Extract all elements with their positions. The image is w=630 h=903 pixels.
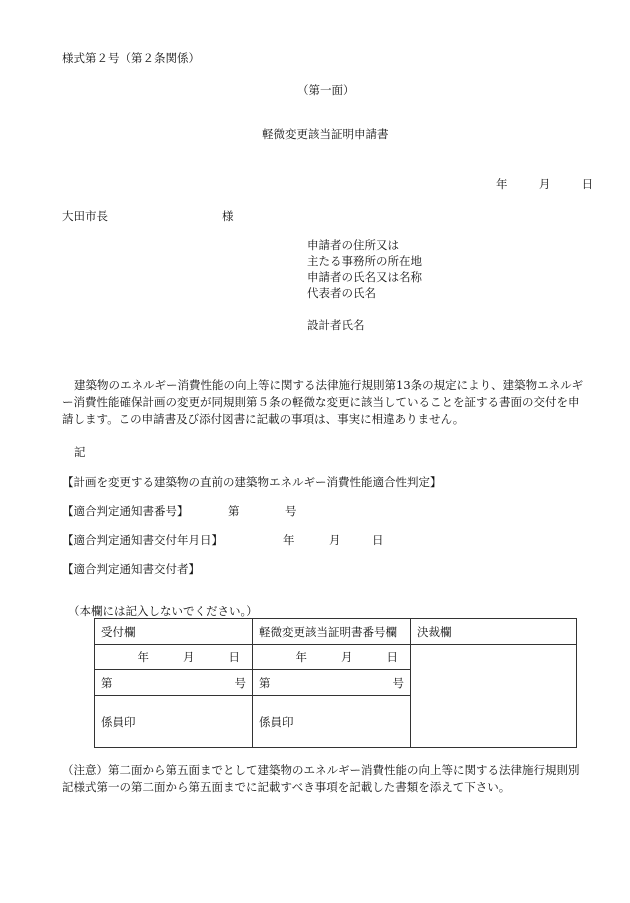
date-day: 日	[581, 177, 594, 191]
body-text: 建築物のエネルギー消費性能の向上等に関する法律施行規則第13条の規定により、建築物エネルギー消費性能確保計画の変更が同規則第５条の軽微な変更に該当していることを証する書面の交付を申請します。この申請書及び添付図書に記載の事項は、事実に相違ありません。	[62, 378, 584, 426]
addressee-honorific: 様	[222, 209, 234, 223]
reception-number: 第 号	[95, 670, 253, 696]
approval-header: 決裁欄	[411, 619, 577, 645]
form-title: 軽微変更該当証明申請書	[262, 127, 389, 141]
date-month: 月	[538, 177, 551, 191]
certificate-number: 第 号	[253, 670, 411, 696]
office-use-note: （本欄には記入しないでください。）	[68, 604, 258, 618]
date-line	[496, 176, 593, 192]
applicant-address-line2: 主たる事務所の所在地	[307, 254, 422, 268]
notice-number-dai: 第	[228, 504, 240, 518]
applicant-name: 申請者の氏名又は名称	[307, 270, 422, 284]
footnote: （注意）第二面から第五面までとして建築物のエネルギー消費性能の向上等に関する法律施行規則別記様式第一の第二面から第五面までに記載すべき事項を記載した書類を添えて下さい。	[62, 763, 580, 794]
reception-staff-seal: 係員印	[95, 696, 253, 748]
plan-change-heading: 【計画を変更する建築物の直前の建築物エネルギー消費性能適合性判定】	[62, 475, 442, 489]
certificate-staff-seal: 係員印	[253, 696, 411, 748]
date-year: 年	[496, 177, 508, 191]
form-number: 様式第２号（第２条関係）	[62, 51, 200, 65]
page-label: （第一面）	[297, 83, 355, 97]
designer-name: 設計者氏名	[307, 318, 365, 332]
ki-label: 記	[74, 445, 86, 459]
representative-name: 代表者の氏名	[307, 286, 376, 300]
notice-issuer-label: 【適合判定通知書交付者】	[62, 562, 200, 576]
certificate-number-header: 軽微変更該当証明書番号欄	[253, 619, 411, 645]
applicant-address-line1: 申請者の住所又は	[307, 238, 399, 252]
notice-number-label: 【適合判定通知書番号】	[62, 504, 189, 518]
approval-cell	[411, 645, 577, 748]
notice-date-day: 日	[372, 533, 384, 547]
reception-date: 年 月 日	[95, 645, 253, 670]
office-use-table	[94, 618, 577, 748]
notice-number-go: 号	[285, 504, 297, 518]
addressee-name: 大田市長	[62, 209, 108, 223]
certificate-date: 年 月 日	[253, 645, 411, 670]
reception-header: 受付欄	[95, 619, 253, 645]
notice-date-month: 月	[329, 533, 341, 547]
notice-date-label: 【適合判定通知書交付年月日】	[62, 533, 223, 547]
notice-date-year: 年	[283, 533, 295, 547]
